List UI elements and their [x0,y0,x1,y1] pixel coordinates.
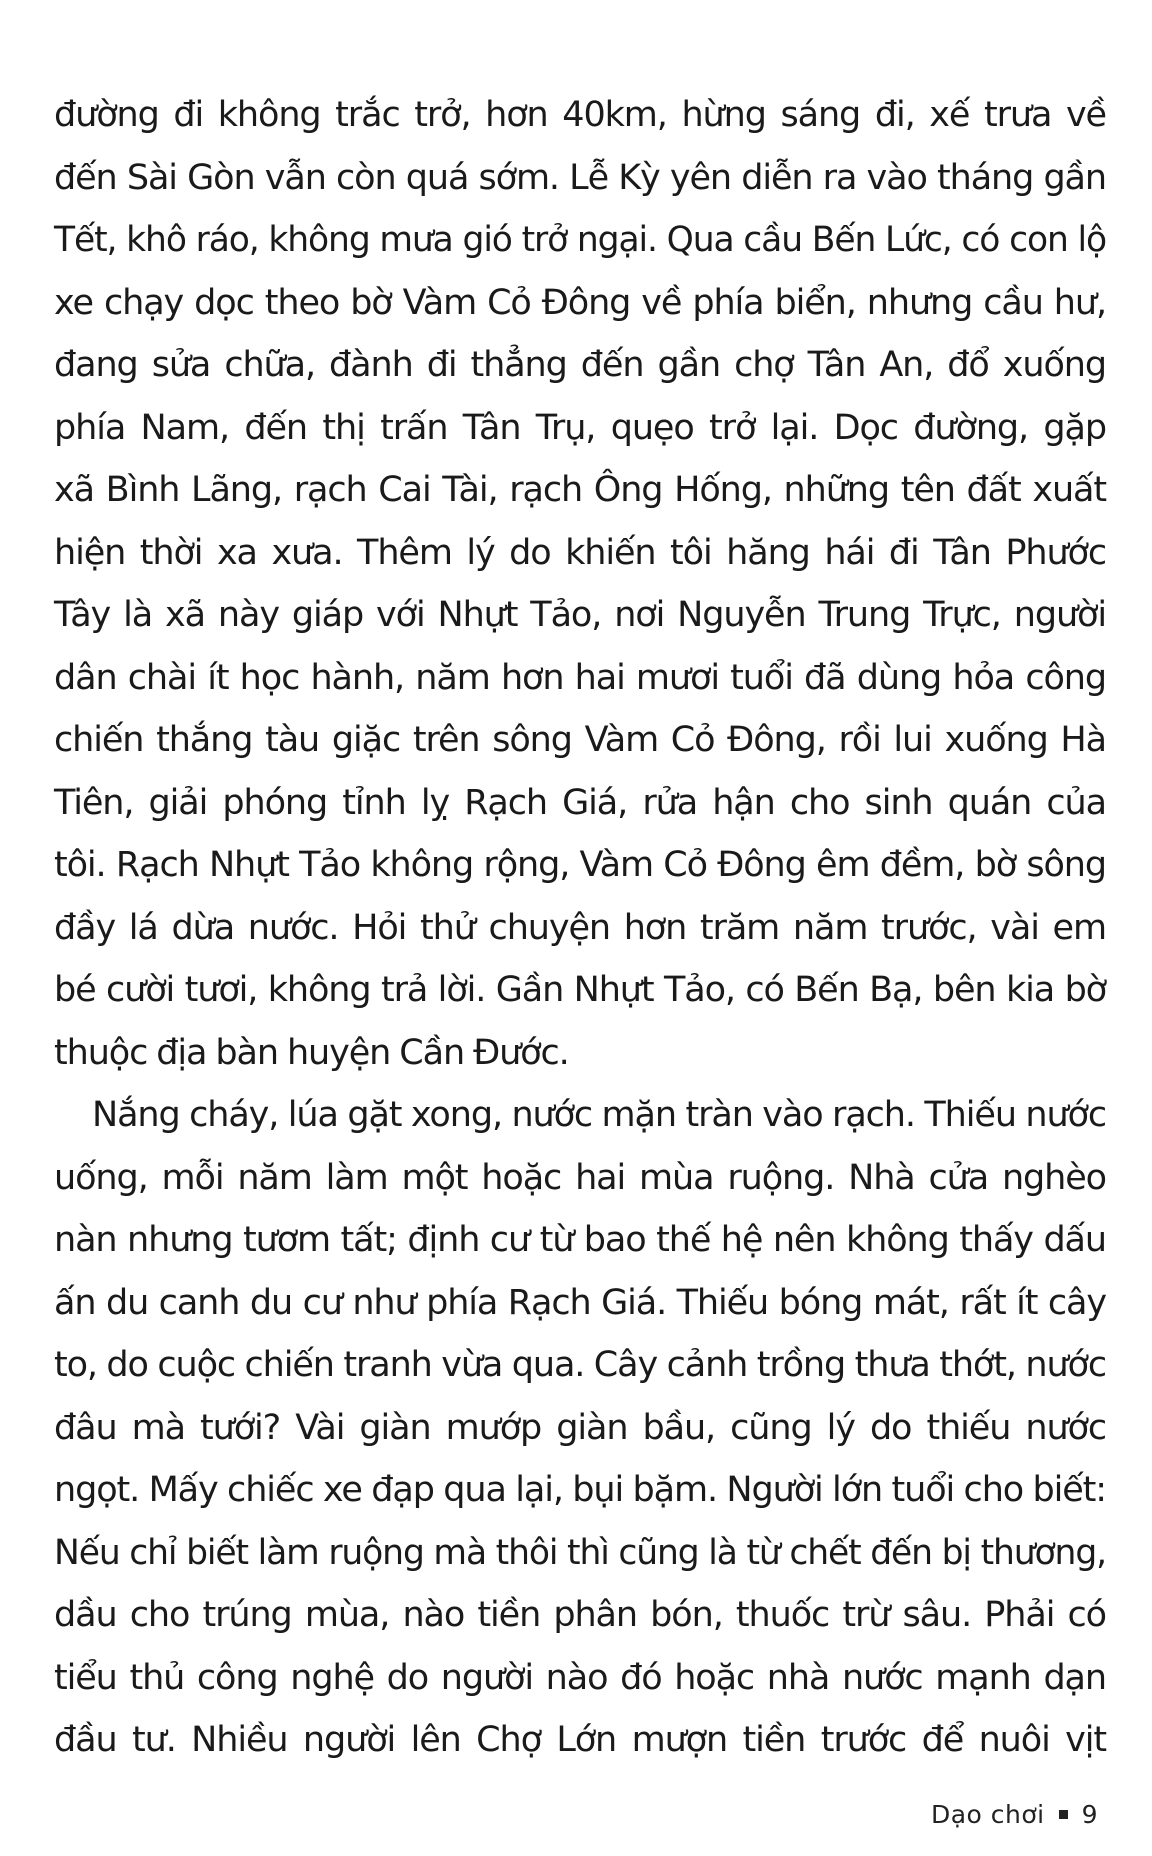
text-line: đâu mà tưới? Vài giàn mướp giàn bầu, cũng lý do thiếu nước [54,1407,1106,1448]
text-line: Nắng cháy, lúa gặt xong, nước mặn tràn vào rạch. Thiếu nước [92,1095,1106,1135]
bullet-separator-icon [1059,1810,1068,1819]
text-line: to, do cuộc chiến tranh vừa qua. Cây cảnh trồng thưa thớt, nước [54,1345,1106,1385]
text-line: ấn du canh du cư như phía Rạch Giá. Thiếu bóng mát, rất ít cây [54,1282,1106,1323]
text-line: chiến thắng tàu giặc trên sông Vàm Cỏ Đông, rồi lui xuống Hà [54,720,1106,760]
text-line: bé cười tươi, không trả lời. Gần Nhựt Tảo, có Bến Bạ, bên kia bờ [54,970,1106,1010]
text-line: hiện thời xa xưa. Thêm lý do khiến tôi hăng hái đi Tân Phước [54,532,1106,573]
paragraph-2 [54,1084,1106,1772]
text-line: đầu tư. Nhiều người lên Chợ Lớn mượn tiền trước để nuôi vịt [54,1720,1106,1760]
text-line: ngọt. Mấy chiếc xe đạp qua lại, bụi bặm. Người lớn tuổi cho biết: [54,1470,1106,1510]
text-line: xe chạy dọc theo bờ Vàm Cỏ Đông về phía biển, nhưng cầu hư, [54,282,1106,323]
text-line: tiểu thủ công nghệ do người nào đó hoặc nhà nước mạnh dạn [54,1657,1106,1698]
text-line: nàn nhưng tươm tất; định cư từ bao thế hệ nên không thấy dấu [54,1220,1106,1260]
body-text [54,84,1106,1772]
paragraph-1 [54,84,1106,1084]
text-line: Nếu chỉ biết làm ruộng mà thôi thì cũng là từ chết đến bị thương, [54,1532,1106,1573]
text-line: Tiên, giải phóng tỉnh lỵ Rạch Giá, rửa hận cho sinh quán của [54,782,1106,823]
page-footer [931,1800,1098,1829]
text-line: phía Nam, đến thị trấn Tân Trụ, quẹo trở lại. Dọc đường, gặp [54,407,1106,448]
text-line: đầy lá dừa nước. Hỏi thử chuyện hơn trăm năm trước, vài em [54,907,1106,948]
text-line: đường đi không trắc trở, hơn 40km, hừng sáng đi, xế trưa về [54,95,1106,135]
text-line: tôi. Rạch Nhựt Tảo không rộng, Vàm Cỏ Đông êm đềm, bờ sông [54,845,1106,885]
running-section-title: Dạo chơi [930,1800,1045,1829]
text-line: Tây là xã này giáp với Nhựt Tảo, nơi Nguyễn Trung Trực, người [54,595,1106,635]
text-line: thuộc địa bàn huyện Cần Đước. [54,1032,569,1073]
text-line: Tết, khô ráo, không mưa gió trở ngại. Qua cầu Bến Lức, có con lộ [54,220,1106,260]
text-line: dầu cho trúng mùa, nào tiền phân bón, thuốc trừ sâu. Phải có [54,1595,1106,1635]
text-line: uống, mỗi năm làm một hoặc hai mùa ruộng. Nhà cửa nghèo [54,1157,1106,1198]
page-number: 9 [1081,1800,1098,1829]
text-line: xã Bình Lãng, rạch Cai Tài, rạch Ông Hống, những tên đất xuất [54,470,1106,510]
text-line: dân chài ít học hành, năm hơn hai mươi tuổi đã dùng hỏa công [54,657,1106,698]
text-line: đến Sài Gòn vẫn còn quá sớm. Lễ Kỳ yên diễn ra vào tháng gần [54,157,1106,198]
text-line: đang sửa chữa, đành đi thẳng đến gần chợ Tân An, đổ xuống [54,345,1106,385]
